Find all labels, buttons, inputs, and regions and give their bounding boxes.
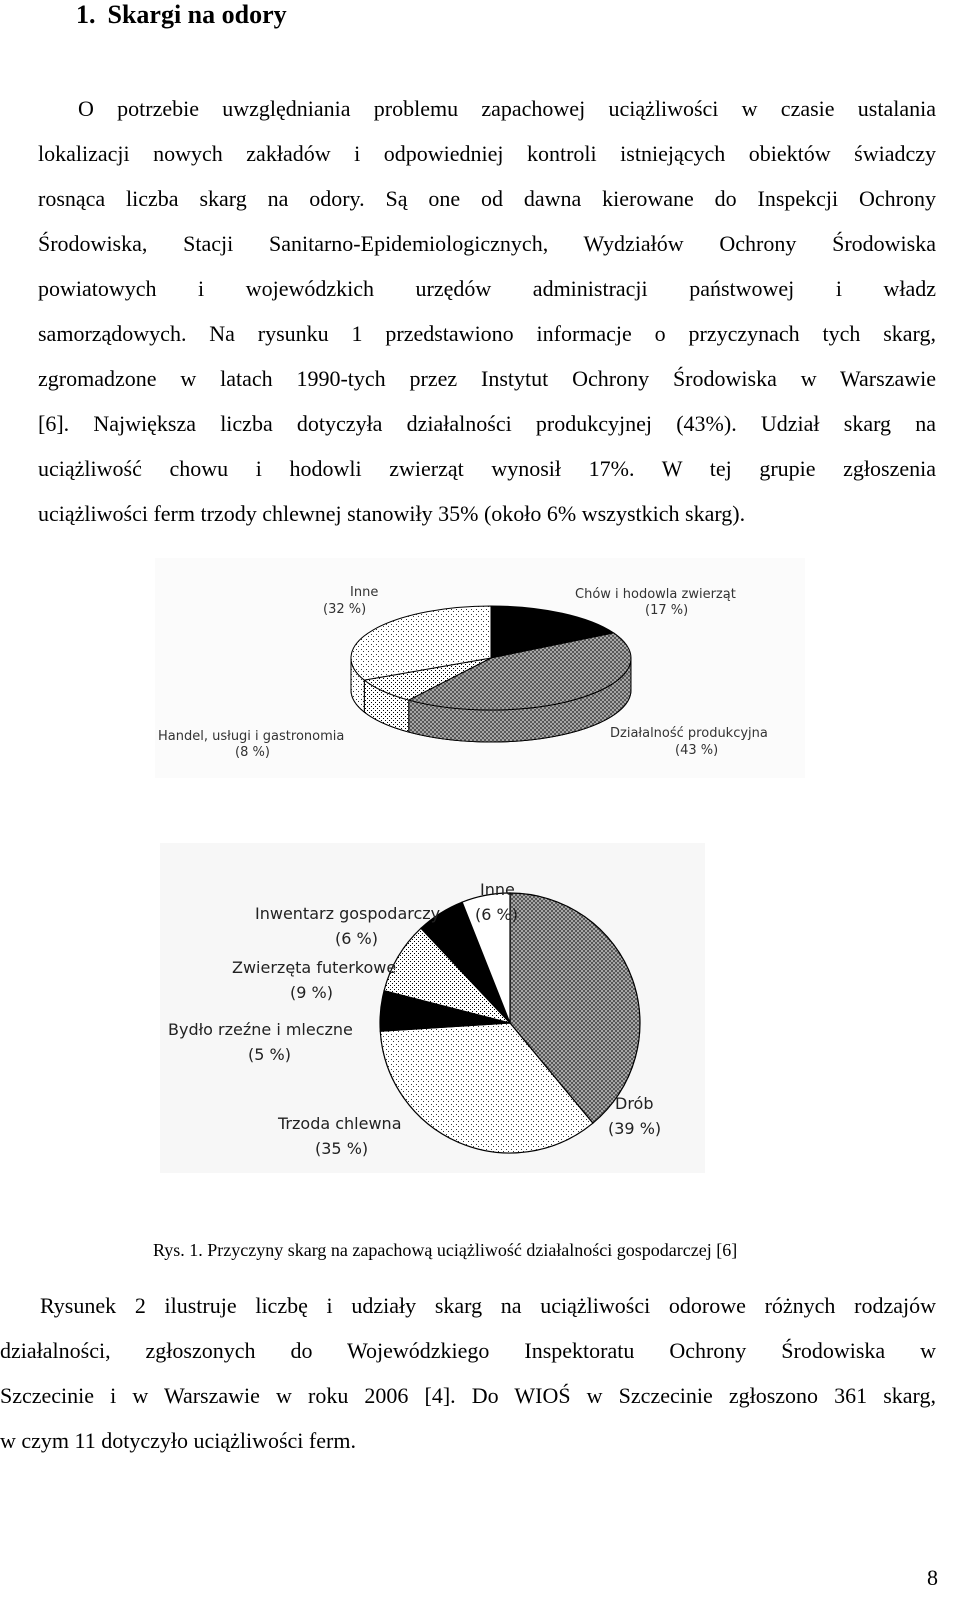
- figure-caption: Rys. 1. Przyczyny skarg na zapachową uciążliwość działalności gospodarczej [6]: [153, 1240, 738, 1260]
- text-line: Rysunek 2 ilustruje liczbę i udziały skarg na uciążliwości odorowe różnych rodzajów: [40, 1293, 936, 1318]
- page-number: 8: [927, 1565, 938, 1590]
- value-dzialalnosc: (43 %): [675, 743, 719, 758]
- text-line: lokalizacji nowych zakładów i odpowiedniej kontroli istniejących obiektów świadczy: [38, 141, 936, 166]
- value-bydlo: (5 %): [248, 1045, 291, 1064]
- value-chow: (17 %): [645, 603, 689, 618]
- paragraph-2: [0, 1283, 936, 1463]
- value-handel: (8 %): [235, 745, 270, 760]
- value-inne: (32 %): [323, 602, 367, 617]
- value-drob: (39 %): [608, 1119, 662, 1138]
- section-number: 1.: [76, 0, 96, 29]
- text-line: Szczecinie i w Warszawie w roku 2006 [4]. Do WIOŚ w Szczecinie zgłoszono 361 skarg,: [0, 1383, 936, 1408]
- value-inne-2: (6 %): [475, 905, 518, 924]
- pie-1-top: [351, 606, 631, 710]
- label-handel: Handel, usługi i gastronomia: [158, 729, 345, 744]
- label-inne-2: Inne: [480, 880, 515, 899]
- label-chow: Chów i hodowla zwierząt: [575, 587, 736, 602]
- text-line: uciążliwość chowu i hodowli zwierząt wynosił 17%. W tej grupie zgłoszenia: [38, 456, 936, 481]
- label-trzoda: Trzoda chlewna: [278, 1114, 402, 1133]
- text-line: O potrzebie uwzględniania problemu zapachowej uciążliwości w czasie ustalania: [78, 96, 936, 121]
- value-trzoda: (35 %): [315, 1139, 369, 1158]
- label-bydlo: Bydło rzeźne i mleczne: [168, 1020, 353, 1039]
- label-inwentarz: Inwentarz gospodarczy: [255, 904, 441, 923]
- paragraph-1: [38, 86, 936, 536]
- text-line: samorządowych. Na rysunku 1 przedstawiono informacje o przyczynach tych skarg,: [38, 321, 936, 346]
- pie-chart-2: [160, 843, 705, 1173]
- text-line: działalności, zgłoszonych do Wojewódzkiego Inspektoratu Ochrony Środowiska w: [0, 1338, 936, 1363]
- text-line: rosnąca liczba skarg na odory. Są one od dawna kierowane do Inspekcji Ochrony: [38, 186, 936, 211]
- value-futerkowe: (9 %): [290, 983, 333, 1002]
- text-line: powiatowych i wojewódzkich urzędów administracji państwowej i władz: [38, 276, 936, 301]
- pie-2-slices: [380, 893, 640, 1153]
- label-inne: Inne: [350, 585, 379, 600]
- text-line: uciążliwości ferm trzody chlewnej stanowiły 35% (około 6% wszystkich skarg).: [38, 501, 746, 526]
- section-title: Skargi na odory: [107, 0, 287, 29]
- label-dzialalnosc: Działalność produkcyjna: [610, 726, 768, 741]
- value-inwentarz: (6 %): [335, 929, 378, 948]
- text-line: Środowiska, Stacji Sanitarno-Epidemiologicznych, Wydziałów Ochrony Środowiska: [38, 231, 936, 256]
- pie-chart-1: [155, 558, 805, 778]
- text-line: w czym 11 dotyczyło uciążliwości ferm.: [0, 1428, 356, 1453]
- label-futerkowe: Zwierzęta futerkowe: [232, 958, 397, 977]
- label-drob: Drób: [615, 1094, 654, 1113]
- text-line: zgromadzone w latach 1990-tych przez Instytut Ochrony Środowiska w Warszawie: [38, 366, 936, 391]
- text-line: [6]. Największa liczba dotyczyła działalności produkcyjnej (43%). Udział skarg na: [38, 411, 936, 436]
- section-heading: [76, 0, 287, 30]
